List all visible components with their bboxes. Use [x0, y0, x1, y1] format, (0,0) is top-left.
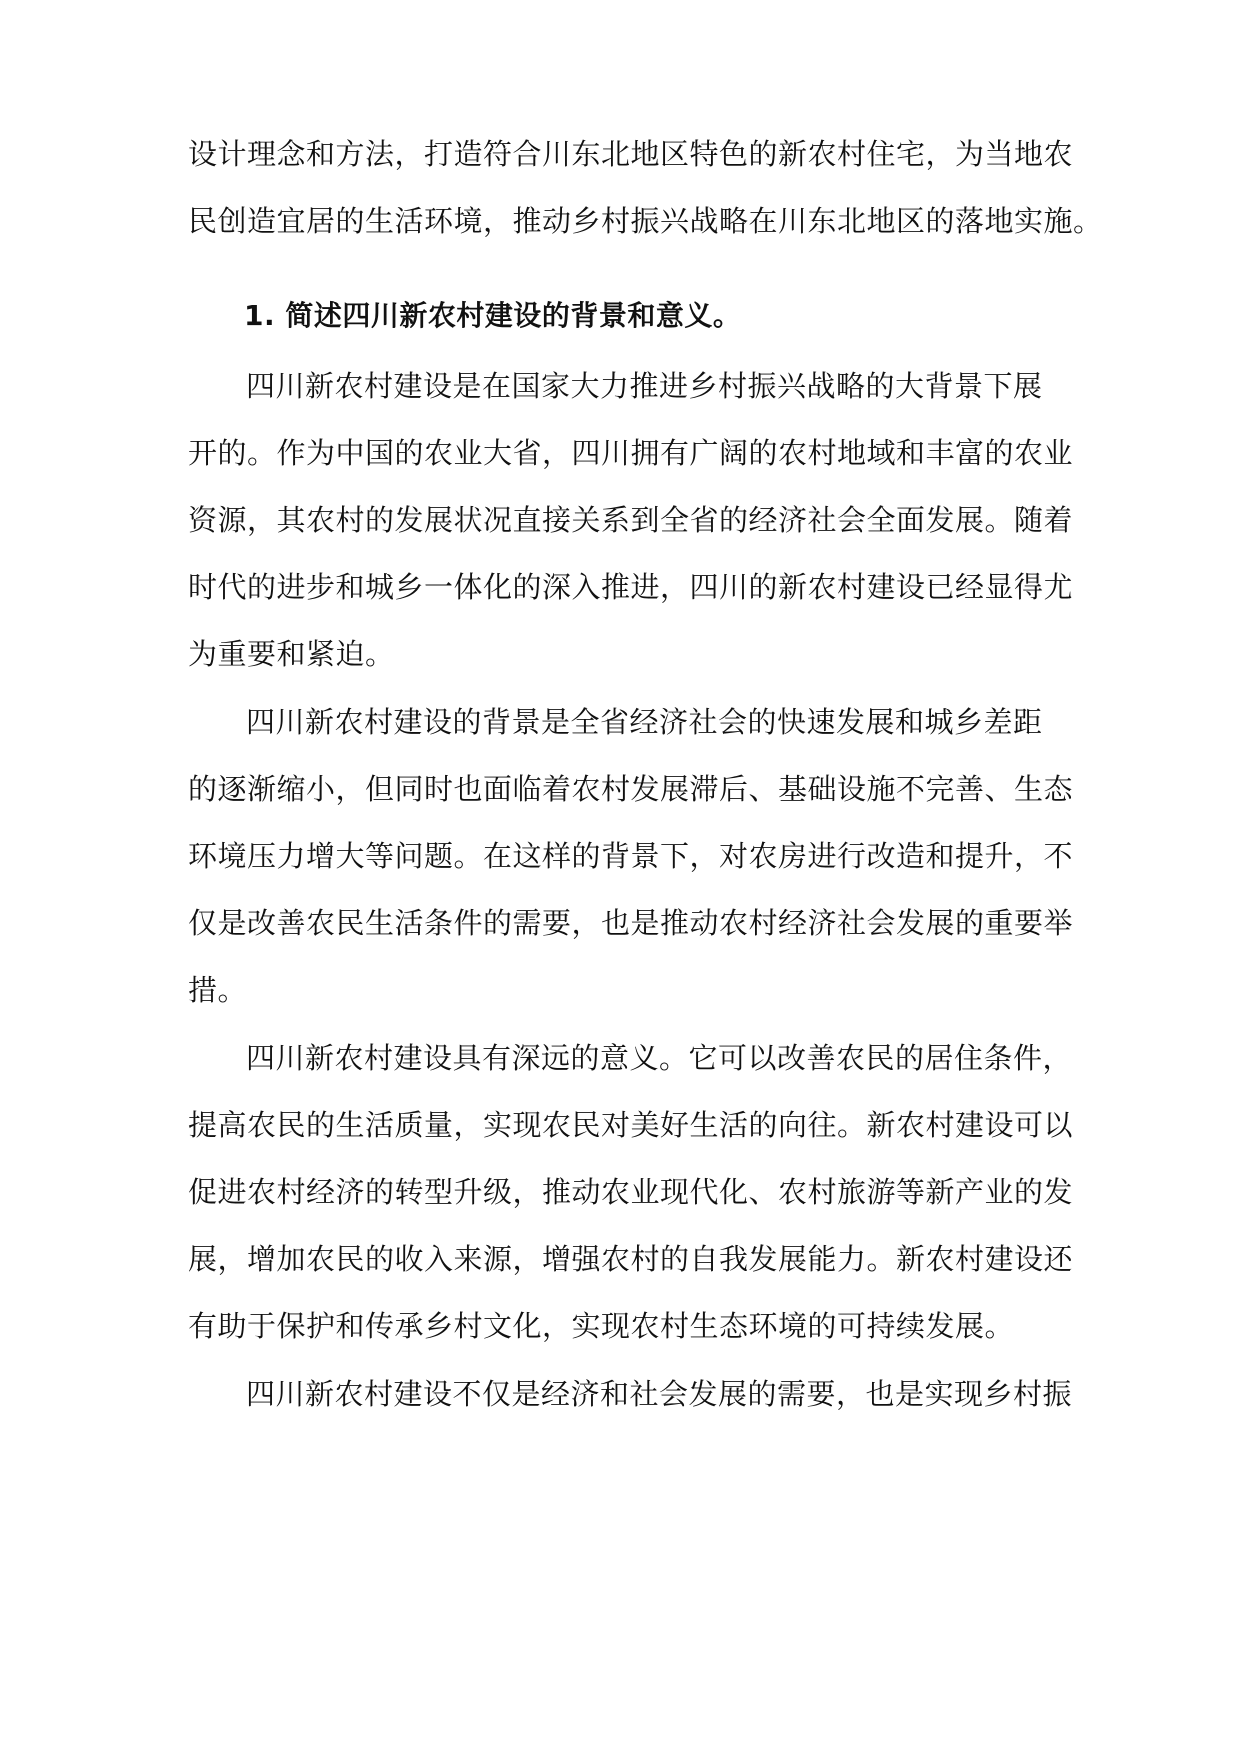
paragraph-2-line-5: 措。: [188, 973, 248, 1007]
paragraph-3-line-4: 展，增加农民的收入来源，增强农村的自我发展能力。新农村建设还: [188, 1242, 1074, 1276]
paragraph-3-line-2: 提高农民的生活质量，实现农民对美好生活的向往。新农村建设可以: [188, 1108, 1074, 1142]
paragraph-1-line-5: 为重要和紧迫。: [188, 637, 395, 671]
paragraph-1-line-1: 四川新农村建设是在国家大力推进乡村振兴战略的大背景下展: [246, 369, 1043, 403]
paragraph-1-line-4: 时代的进步和城乡一体化的深入推进，四川的新农村建设已经显得尤: [188, 570, 1074, 604]
paragraph-2-line-2: 的逐渐缩小，但同时也面临着农村发展滞后、基础设施不完善、生态: [188, 772, 1074, 806]
paragraph-4-line-1: 四川新农村建设不仅是经济和社会发展的需要，也是实现乡村振: [246, 1377, 1073, 1411]
paragraph-3-line-3: 促进农村经济的转型升级，推动农业现代化、农村旅游等新产业的发: [188, 1175, 1074, 1209]
paragraph-1-line-3: 资源，其农村的发展状况直接关系到全省的经济社会全面发展。随着: [188, 503, 1074, 537]
intro-line-1: 设计理念和方法，打造符合川东北地区特色的新农村住宅，为当地农: [188, 137, 1074, 171]
paragraph-3-line-5: 有助于保护和传承乡村文化，实现农村生态环境的可持续发展。: [188, 1309, 1015, 1343]
intro-line-2: 民创造宜居的生活环境，推动乡村振兴战略在川东北地区的落地实施。: [188, 204, 1103, 238]
section-heading: 1. 简述四川新农村建设的背景和意义。: [244, 299, 742, 332]
paragraph-2-line-3: 环境压力增大等问题。在这样的背景下，对农房进行改造和提升，不: [188, 839, 1074, 873]
paragraph-1-line-2: 开的。作为中国的农业大省，四川拥有广阔的农村地域和丰富的农业: [188, 436, 1074, 470]
paragraph-3-line-1: 四川新农村建设具有深远的意义。它可以改善农民的居住条件，: [246, 1041, 1073, 1075]
paragraph-2-line-1: 四川新农村建设的背景是全省经济社会的快速发展和城乡差距: [246, 705, 1043, 739]
paragraph-2-line-4: 仅是改善农民生活条件的需要，也是推动农村经济社会发展的重要举: [188, 906, 1074, 940]
